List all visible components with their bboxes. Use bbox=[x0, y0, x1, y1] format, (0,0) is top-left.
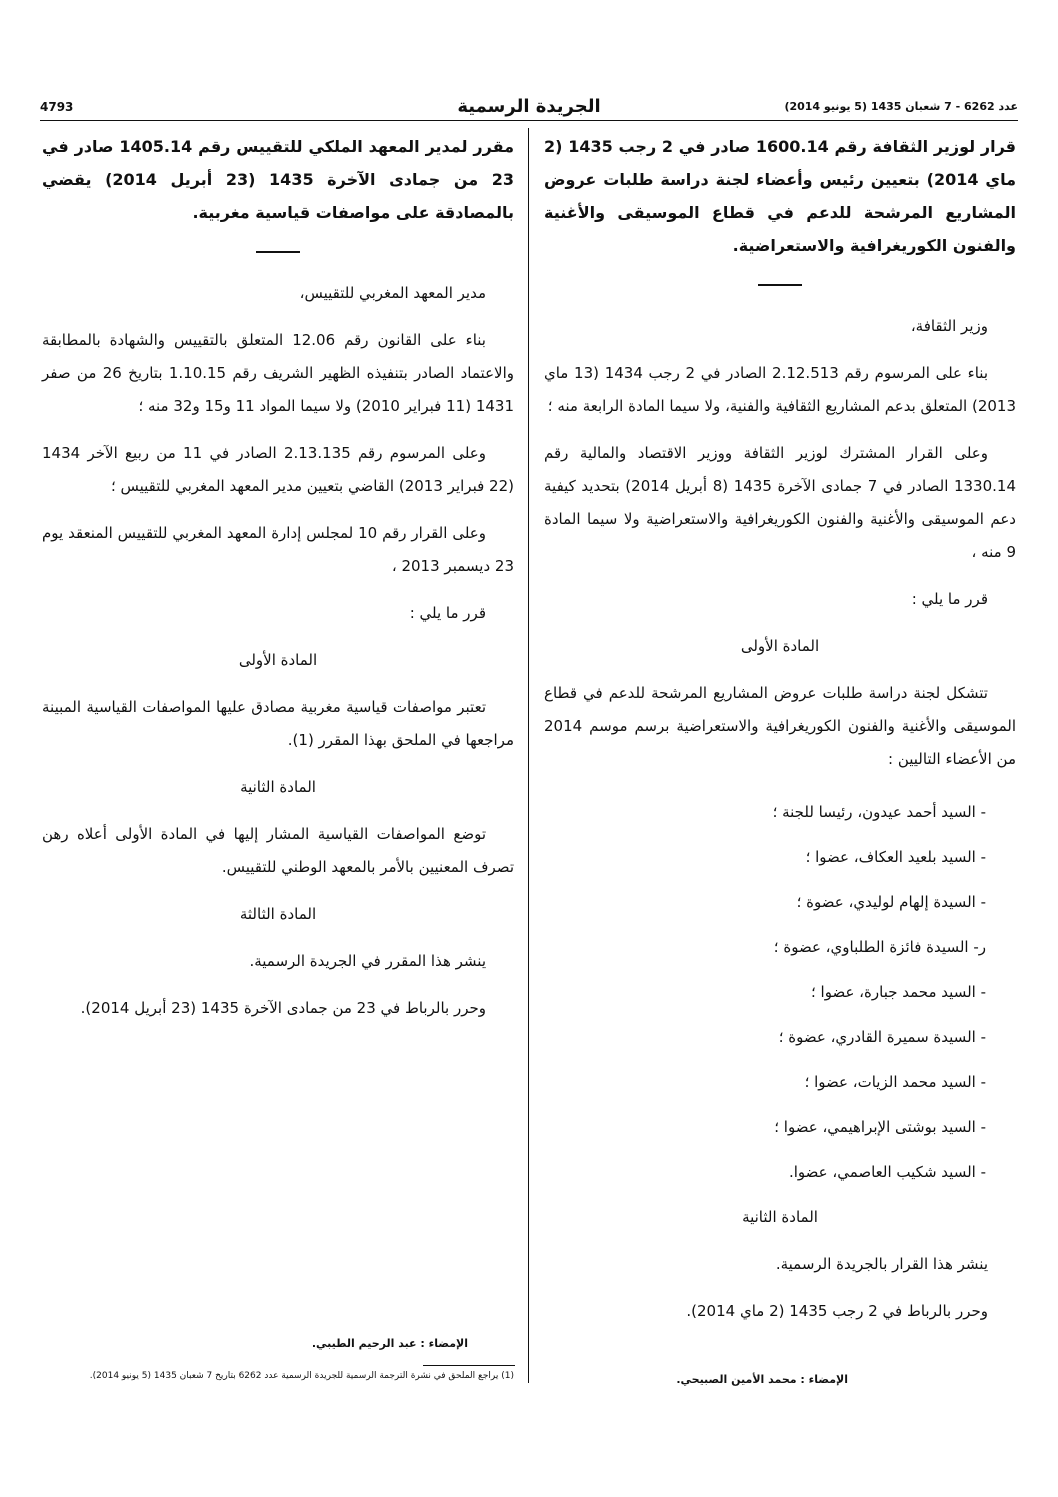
recital: وعلى القرار رقم 10 لمجلس إدارة المعهد المغربي للتقييس المنعقد يوم 23 ديسمبر 2013 ، bbox=[42, 524, 514, 575]
article-text: تعتبر مواصفات قياسية مغربية مصادق عليها المواصفات القياسية المبينة مراجعها في الملحق بهذا المقرر (1). bbox=[42, 698, 514, 749]
issuer: مدير المعهد المغربي للتقييس، bbox=[299, 284, 486, 302]
title-divider bbox=[758, 284, 802, 286]
list-item: - السيد محمد جبارة، عضوا ؛ bbox=[811, 983, 986, 1001]
left-column bbox=[42, 130, 514, 1039]
article-text: تتشكل لجنة دراسة طلبات عروض المشاريع المرشحة للدعم في قطاع الموسيقى والأغنية والفنون الكوريغرافية والاستعراضية برسم موسم 2014 من الأعضاء التاليين : bbox=[544, 684, 1016, 768]
right-column bbox=[544, 130, 1016, 1342]
closing-text: وحرر بالرباط في 2 رجب 1435 (2 ماي 2014). bbox=[686, 1302, 988, 1320]
decides-text: قرر ما يلي : bbox=[911, 590, 988, 608]
closing-text: وحرر بالرباط في 23 من جمادى الآخرة 1435 (23 أبريل 2014). bbox=[80, 999, 486, 1017]
list-item: - السيد شكيب العاصمي، عضوا. bbox=[788, 1163, 986, 1181]
article-text: ينشر هذا القرار بالجريدة الرسمية. bbox=[775, 1255, 988, 1273]
list-item: - السيد بوشتى الإبراهيمي، عضوا ؛ bbox=[774, 1118, 986, 1136]
list-item: - السيد محمد الزيات، عضوا ؛ bbox=[804, 1073, 986, 1091]
decides-text: قرر ما يلي : bbox=[409, 604, 486, 622]
list-item: - السيد أحمد عيدون، رئيسا للجنة ؛ bbox=[772, 803, 986, 821]
column-divider bbox=[528, 128, 529, 1383]
article-heading: المادة الثالثة bbox=[239, 905, 317, 923]
recital: بناء على المرسوم رقم 2.12.513 الصادر في 2 رجب 1434 (13 ماي 2013) المتعلق بدعم المشاريع الثقافية والفنية، ولا سيما المادة الرابعة منه ؛ bbox=[544, 364, 1016, 415]
recital: وعلى المرسوم رقم 2.13.135 الصادر في 11 من ربيع الآخر 1434 (22 فبراير 2013) القاضي بتعيين مدير المعهد المغربي للتقييس ؛ bbox=[42, 444, 514, 495]
issuer: وزير الثقافة، bbox=[910, 317, 988, 335]
list-item: ر- السيدة فائزة الطلباوي، عضوة ؛ bbox=[773, 938, 986, 956]
signature: الإمضاء : عبد الرحيم الطيبي. bbox=[311, 1337, 468, 1350]
header-rule bbox=[40, 120, 1018, 121]
gazette-title: الجريدة الرسمية bbox=[457, 96, 601, 117]
signature: الإمضاء : محمد الأمين الصبيحي. bbox=[676, 1373, 848, 1386]
issue-info: عدد 6262 - 7 شعبان 1435 (5 يونيو 2014) bbox=[784, 100, 1018, 113]
decree-title: مقرر لمدير المعهد الملكي للتقييس رقم 1405.14 صادر في 23 من جمادى الآخرة 1435 (23 أبريل 2014) يقضي بالمصادقة على مواصفات قياسية مغربية. bbox=[42, 137, 515, 222]
page-number: 4793 bbox=[40, 100, 74, 114]
title-divider bbox=[256, 251, 300, 253]
recital: بناء على القانون رقم 12.06 المتعلق بالتقييس والشهادة بالمطابقة والاعتماد الصادر بتنفيذه الظهير الشريف رقم 1.10.15 بتاريخ 26 من صفر 1431 (11 فبراير 2010) ولا سيما المواد 11 و15 و32 منه ؛ bbox=[42, 331, 514, 415]
article-heading: المادة الأولى bbox=[238, 651, 318, 669]
footnote: (1) يراجع الملحق في نشرة الترجمة الرسمية للجريدة الرسمية عدد 6262 بتاريخ 7 شعبان 1435 (5 يونيو 2014). bbox=[89, 1371, 514, 1381]
page-header bbox=[40, 96, 1018, 118]
list-item: - السيدة إلهام لوليدي، عضوة ؛ bbox=[796, 893, 986, 911]
list-item: - السيدة سميرة القادري، عضوة ؛ bbox=[778, 1028, 986, 1046]
recital: وعلى القرار المشترك لوزير الثقافة ووزير الاقتصاد والمالية رقم 1330.14 الصادر في 7 جمادى الآخرة 1435 (8 أبريل 2014) بتحديد كيفية دعم الموسيقى والأغنية والفنون الكوريغرافية والاستعراضية ولا سيما المادة 9 منه ، bbox=[544, 444, 1016, 561]
decree-title: قرار لوزير الثقافة رقم 1600.14 صادر في 2 رجب 1435 (2 ماي 2014) بتعيين رئيس وأعضاء لجنة دراسة طلبات عروض المشاريع المرشحة للدعم في قطاع الموسيقى والأغنية والفنون الكوريغرافية والاستعراضية. bbox=[544, 137, 1017, 255]
article-heading: المادة الثانية bbox=[240, 778, 316, 796]
members-list bbox=[544, 790, 1016, 1195]
article-heading: المادة الأولى bbox=[740, 637, 820, 655]
footnote-rule bbox=[423, 1365, 515, 1366]
article-heading: المادة الثانية bbox=[742, 1208, 818, 1226]
list-item: - السيد بلعيد العكاف، عضوا ؛ bbox=[805, 848, 986, 866]
article-text: ينشر هذا المقرر في الجريدة الرسمية. bbox=[249, 952, 486, 970]
article-text: توضع المواصفات القياسية المشار إليها في المادة الأولى أعلاه رهن تصرف المعنيين بالأمر بالمعهد الوطني للتقييس. bbox=[42, 825, 514, 876]
